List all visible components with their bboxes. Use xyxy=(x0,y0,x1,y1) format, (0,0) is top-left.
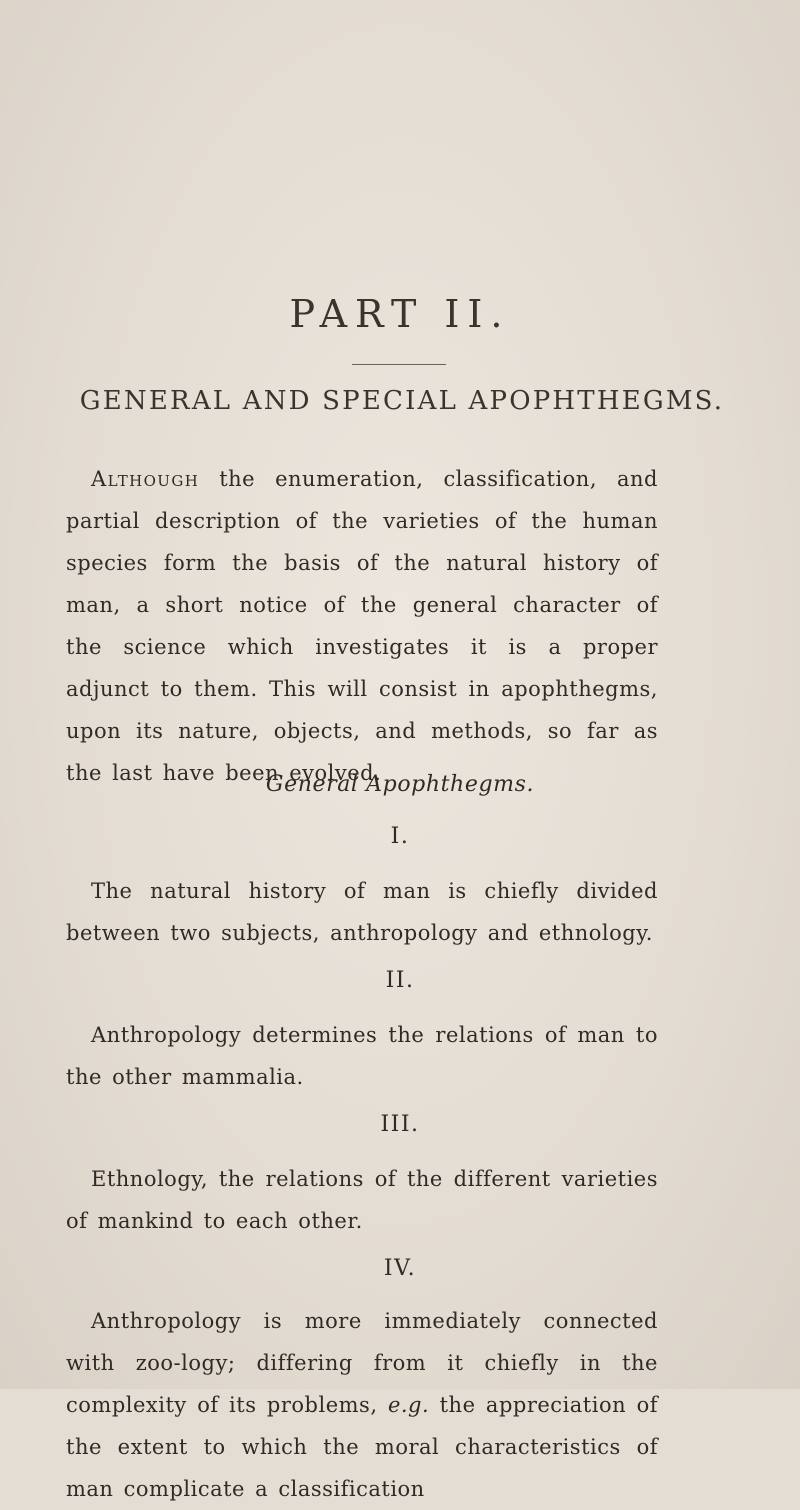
apophthegm-text-2: Anthropology determines the relations of man to the other mammalia. xyxy=(66,1023,658,1089)
general-apophthegms-heading: General Apophthegms. xyxy=(265,772,535,797)
section-heading: GENERAL AND SPECIAL APOPHTHEGMS. xyxy=(79,386,725,416)
apophthegm-numeral-3: III. xyxy=(380,1112,420,1137)
apophthegm-numeral-1: I. xyxy=(390,824,410,849)
part-title: PART II. xyxy=(289,292,511,336)
apophthegm-4-eg: e.g. xyxy=(387,1393,430,1417)
title-rule xyxy=(352,364,446,365)
intro-paragraph xyxy=(66,458,658,794)
intro-first-word: Although xyxy=(91,467,200,491)
apophthegm-4-text-b: the appreciation of the extent to which the moral characteristics of man complicate a classification xyxy=(66,1393,658,1501)
apophthegm-text-4 xyxy=(66,1300,658,1510)
apophthegm-text-1: The natural history of man is chiefly divided between two subjects, anthropology and ethnology. xyxy=(66,879,658,945)
apophthegm-4-text-a: Anthropology is more immediately connected with zoo-logy; differing from it chiefly in the complexity of its problems, xyxy=(66,1309,658,1417)
apophthegm-text-3: Ethnology, the relations of the different varieties of mankind to each other. xyxy=(66,1167,658,1233)
intro-text: the enumeration, classification, and partial description of the varieties of the human species form the basis of the natural history of man, a short notice of the general character of the science which investigates it is a proper adjunct to them. This will consist in apophthegms, upon its nature, objects, and methods, so far as the last have been evolved. xyxy=(66,467,658,785)
apophthegm-numeral-4: IV. xyxy=(383,1256,417,1281)
apophthegm-numeral-2: II. xyxy=(385,968,415,993)
